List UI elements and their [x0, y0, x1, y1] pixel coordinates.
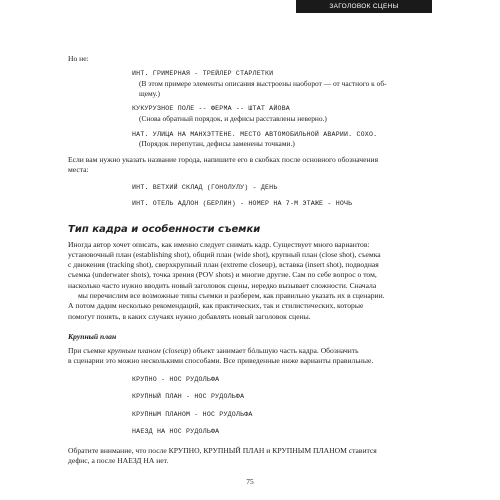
paragraph-line: места:	[68, 165, 89, 175]
paragraph-line: с движения (tracking shot), сверхкрупный план (extreme closeup), вставка (insert shot), подводная	[68, 260, 379, 270]
bad-example-2	[68, 104, 432, 123]
intro-text: Но не:	[68, 54, 89, 63]
text-run: ) объект занимает бóльшую часть кадра. Обозначить	[188, 345, 359, 355]
paragraph-line: установочный план (establishing shot), общий план (wide shot), крупный план (close shot), съемка	[68, 249, 381, 259]
section-paragraph	[68, 240, 432, 322]
paragraph-line: помогут понять, в каких случаях нужно добавлять новый заголовок сцены.	[68, 311, 311, 321]
paragraph-line: дефис, а после НАЕЗД НА нет.	[68, 455, 169, 465]
running-head	[296, 0, 432, 13]
text-run: (	[160, 345, 166, 355]
section-title: Тип кадра и особенности съемки	[68, 223, 261, 235]
scene-heading-example: ИНТ. ВЕТХИЙ СКЛАД (ГОНОЛУЛУ) - ДЕНЬ	[132, 183, 278, 191]
paragraph-line: мы перечислим все возможные типы съемки и разберем, как правильно указать их в сценарии.	[78, 291, 385, 301]
page-number: 75	[246, 477, 254, 486]
italic-term: крупным планом	[107, 345, 161, 355]
scene-heading-example: ИНТ. ОТЕЛЬ АДЛОН (БЕРЛИН) - НОМЕР НА 7-М ЭТАЖЕ - НОЧЬ	[132, 200, 353, 208]
example-note: (Снова обратный порядок, и дефисы расставлены неверно.)	[139, 113, 327, 123]
italic-term: closeup	[165, 345, 189, 355]
scene-heading-example: КУКУРУЗНОЕ ПОЛЕ -- ФЕРМА -- ШТАТ АЙОВА	[132, 105, 290, 113]
city-paragraph	[68, 155, 432, 176]
scene-heading-example: КРУПНО - НОС РУДОЛЬФА	[132, 375, 220, 383]
bad-example-3	[68, 130, 432, 149]
example-note: (Порядок перепутан, дефисы заменены точками.)	[139, 139, 295, 149]
example-note: (В этом примере элементы описания выстроены наоборот — от частного к об-	[139, 78, 387, 88]
scene-heading-example: ИНТ. ГРИМЕРНАЯ - ТРЕЙЛЕР СТАРЛЕТКИ	[132, 70, 274, 78]
running-head-title: ЗАГОЛОВОК СЦЕНЫ	[329, 3, 399, 10]
scene-heading-example: НАТ. УЛИЦА НА МАНХЭТТЕНЕ. МЕСТО АВТОМОБИЛЬНОЙ АВАРИИ. СОХО.	[132, 130, 378, 138]
closeup-paragraph	[68, 346, 432, 367]
closeup-examples	[68, 375, 432, 437]
paragraph-line: Обратите внимание, что после КРУПНО, КРУПНЫЙ ПЛАН и КРУПНЫМ ПЛАНОМ ставится	[68, 445, 377, 455]
paragraph-line	[68, 346, 432, 356]
scene-heading-example: НАЕЗД НА НОС РУДОЛЬФА	[132, 428, 220, 436]
paragraph-line: А потом дадим несколько рекомендаций, как практических, так и стилистических, которые	[68, 301, 364, 311]
page-content	[68, 54, 432, 466]
example-note: щему.)	[139, 88, 160, 98]
subsection-title: Крупный план	[68, 331, 117, 341]
paragraph-line: съемка (underwater shots), точка зрения (POV shots) и многие другие. Сам по себе вопрос о том,	[68, 270, 377, 280]
paragraph-line: в сценарии это можно несколькими способами. Все приведенные ниже варианты правильные.	[68, 356, 374, 366]
final-paragraph	[68, 446, 432, 467]
scene-heading-example: КРУПНЫМ ПЛАНОМ - НОС РУДОЛЬФА	[132, 410, 253, 418]
paragraph-line: Иногда автор хочет описать, как именно следует снимать кадр. Существует много вариантов:	[68, 239, 370, 249]
paragraph-line: насколько часто нужно вводить новый заголовок сцены, нередко вызывает сложности. Сначала	[68, 280, 377, 290]
city-examples	[68, 183, 432, 209]
text-run: При съемке	[68, 345, 108, 355]
scene-heading-example: КРУПНЫЙ ПЛАН - НОС РУДОЛЬФА	[132, 393, 245, 401]
paragraph-line: Если вам нужно указать название города, напишите его в скобках после основного обозначения	[68, 154, 379, 164]
bad-example-1	[68, 69, 432, 98]
